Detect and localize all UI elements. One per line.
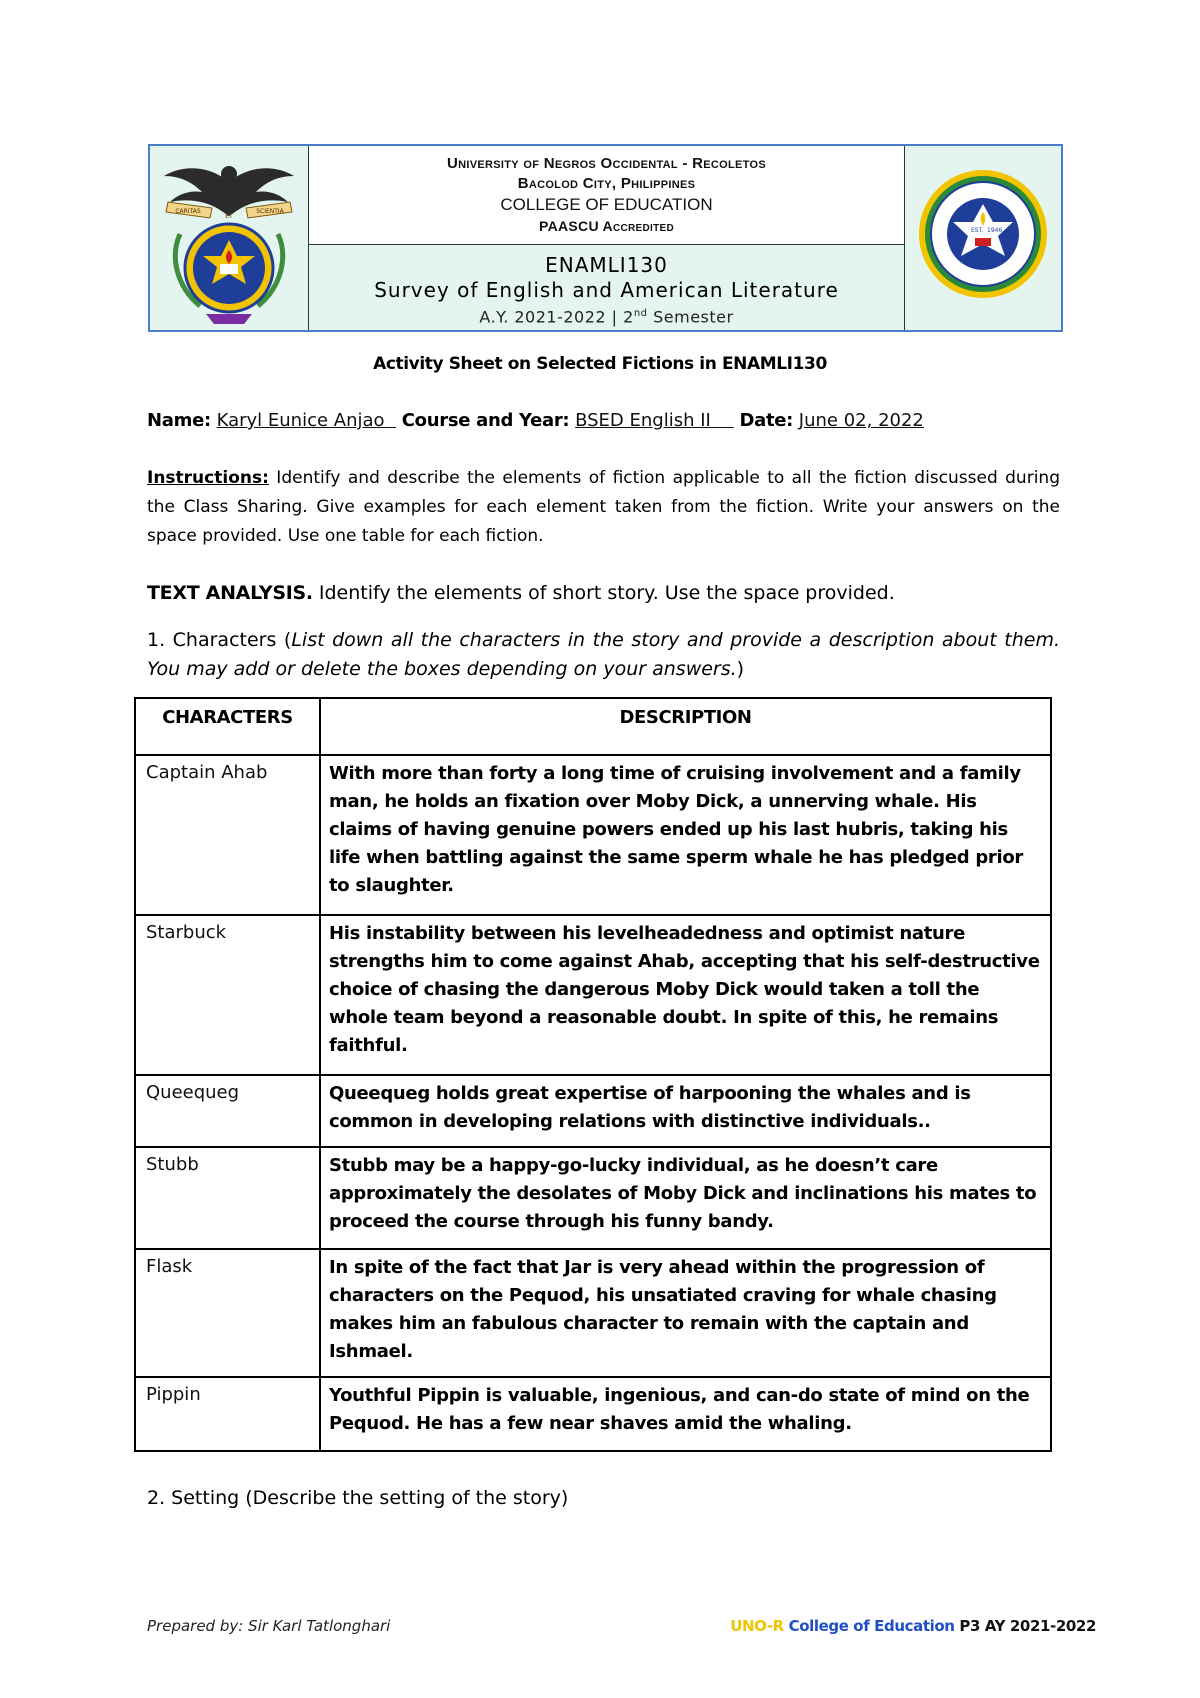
date-value: June 02, 2022 [798,410,924,431]
name-label: Name: [147,410,211,431]
date-label: Date: [739,410,794,431]
character-description: With more than forty a long time of cruising involvement and a family man, he holds an fixation over Moby Dick, a unnerving whale. His claims of having genuine powers ended up his last hubris, taking his life when battling against the same sperm whale he has pledged prior to slaughter. [320,755,1051,915]
characters-table [134,697,1052,1452]
svg-text:1946: 1946 [987,227,1003,234]
svg-text:SCIENTIA: SCIENTIA [256,208,284,215]
footer-college: UNO-R College of Education P3 AY 2021-2022 [730,1617,1096,1635]
instructions [147,464,1060,551]
course-block [309,245,904,330]
svg-text:ET: ET [225,213,233,220]
table-row [135,1377,1051,1451]
name-value: Karyl Eunice Anjao [216,410,385,431]
character-name: Flask [135,1249,320,1377]
instructions-label: Instructions: [147,468,269,488]
table-row [135,915,1051,1075]
student-info [147,410,1067,431]
character-name: Starbuck [135,915,320,1075]
svg-text:CARITAS: CARITAS [175,208,201,215]
character-name: Pippin [135,1377,320,1451]
course-title: Survey of English and American Literature [374,278,839,302]
table-row [135,755,1051,915]
accreditation: PAASCU Accredited [539,218,674,234]
character-name: Stubb [135,1147,320,1249]
character-description: His instability between his levelheadedness and optimist nature strengths him to come against Ahab, accepting that his self-destructive choice of chasing the dangerous Moby Dick would taken a toll the whole team beyond a reasonable doubt. In spite of this, he remains faithful. [320,915,1051,1075]
character-name: Captain Ahab [135,755,320,915]
prepared-by: Prepared by: Sir Karl Tatlonghari [147,1617,391,1635]
character-description: Stubb may be a happy-go-lucky individual, as he doesn’t care approximately the desolates of Moby Dick and inclinations his mates to proceed the course through his funny bandy. [320,1147,1051,1249]
instructions-text: Identify and describe the elements of fiction applicable to all the fiction discussed during the Class Sharing. Give examples for each element taken from the fiction. Write your answers on the space provided. Use one table for each fiction. [147,468,1060,546]
university-logo [150,146,308,330]
college-name: COLLEGE OF EDUCATION [500,195,713,214]
character-description: In spite of the fact that Jar is very ahead within the progression of characters on the Pequod, his unsatiated craving for whale chasing makes him an fabulous character to remain with the captain and Ishmael. [320,1249,1051,1377]
academic-year: A.Y. 2021-2022 | 2nd Semester [479,307,734,327]
header-banner [148,144,1063,332]
header-text-panel [308,146,905,330]
svg-text:EST.: EST. [971,227,984,234]
character-description: Youthful Pippin is valuable, ingenious, and can-do state of mind on the Pequod. He has a few near shaves amid the whaling. [320,1377,1051,1451]
table-row [135,1249,1051,1377]
sheet-title: Activity Sheet on Selected Fictions in ENAMLI130 [373,354,827,374]
text-analysis [147,580,1060,606]
table-row [135,1075,1051,1147]
character-description: Queequeg holds great expertise of harpooning the whales and is common in developing relations with distinctive individuals.. [320,1075,1051,1147]
university-name: University of Negros Occidental - Recoletos [446,155,766,172]
course-code: ENAMLI130 [545,253,668,277]
analysis-text: Identify the elements of short story. Use the space provided. [312,582,895,604]
university-city: Bacolod City, Philippines [517,175,696,192]
institution-block [309,146,904,245]
table-row [135,1147,1051,1249]
table-header-row [135,698,1051,755]
column-header-description: DESCRIPTION [320,698,1051,755]
column-header-characters: CHARACTERS [135,698,320,755]
characters-heading: 1. Characters (List down all the characters in the story and provide a description about them. You may add or delete the boxes depending on your answers.) [147,629,1060,680]
college-seal [905,146,1061,330]
character-name: Queequeg [135,1075,320,1147]
course-value: BSED English II [575,410,711,431]
course-label: Course and Year: [401,410,570,431]
setting-heading: 2. Setting (Describe the setting of the story) [147,1487,569,1509]
analysis-label: TEXT ANALYSIS. [147,582,313,604]
